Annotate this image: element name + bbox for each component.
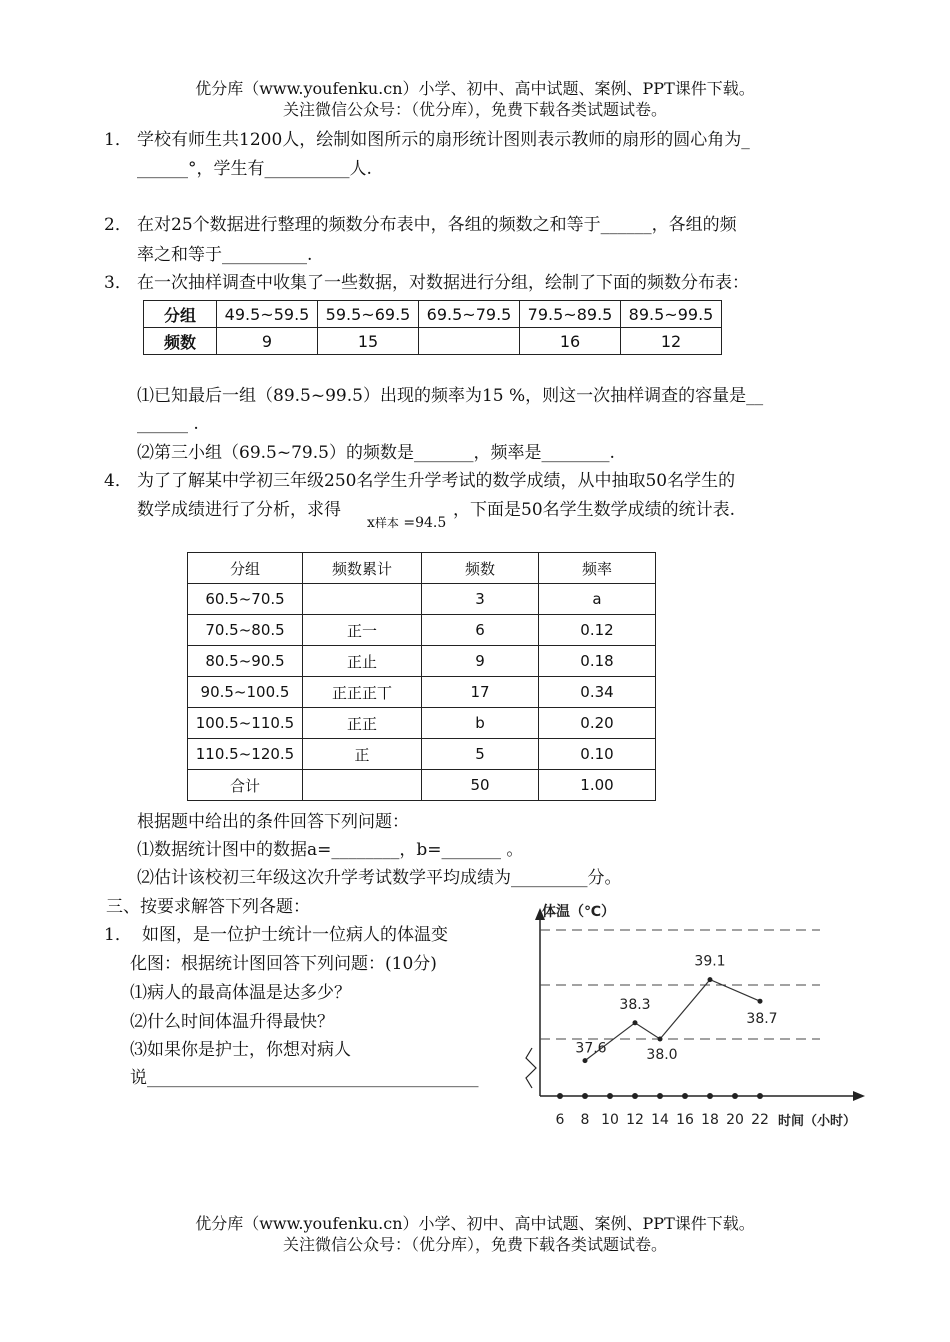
question-4-part-1: ⑴数据统计图中的数据a=________，b=_______ 。 <box>137 840 524 860</box>
table-cell: 0.20 <box>539 708 656 739</box>
question-3-part-1: ⑴已知最后一组（89.5~99.5）出现的频率为15 %，则这一次抽样调查的容量是__ <box>137 386 764 406</box>
x-axis-label: 时间（小时） <box>778 1114 857 1129</box>
frequency-table-q3 <box>143 300 722 355</box>
x-tick-label: 20 <box>726 1112 744 1128</box>
table-cell: 正 <box>303 739 422 770</box>
table-row-head: 分组 <box>144 301 217 328</box>
table-header: 频数累计 <box>303 553 422 584</box>
section-3-part-1: ⑴病人的最高体温是达多少？ <box>130 983 351 1003</box>
x-tick-dot <box>757 1093 763 1099</box>
table-row <box>188 677 656 708</box>
statistics-table-q4 <box>187 552 656 801</box>
table-cell: 89.5~99.5 <box>621 301 722 328</box>
table-cell: 3 <box>422 584 539 615</box>
table-cell: 15 <box>318 328 419 355</box>
question-2-text: 在对25个数据进行整理的频数分布表中，各组的频数之和等于______，各组的频 <box>137 215 737 235</box>
section-3-question-1-text: 如图，是一位护士统计一位病人的体温变 <box>142 925 448 945</box>
table-cell <box>419 328 520 355</box>
x-tick-label: 16 <box>676 1112 694 1128</box>
section-3-part-3: ⑶如果你是护士，你想对病人 <box>130 1040 351 1060</box>
table-cell: 49.5~59.5 <box>217 301 318 328</box>
table-cell: 50 <box>422 770 539 801</box>
x-tick-dot <box>732 1093 738 1099</box>
data-label: 37.6 <box>575 1040 607 1057</box>
question-4-text: 为了了解某中学初三年级250名学生升学考试的数学成绩，从中抽取50名学生的 <box>137 471 736 491</box>
x-tick-label: 18 <box>701 1112 719 1128</box>
table-cell: 5 <box>422 739 539 770</box>
question-4-text-lead: 数学成绩进行了分析，求得 <box>137 500 341 520</box>
x-tick-dot <box>657 1093 663 1099</box>
table-cell: 90.5~100.5 <box>188 677 303 708</box>
table-header: 频数 <box>422 553 539 584</box>
question-4-text-tail: ，下面是50名学生数学成绩的统计表. <box>453 500 736 520</box>
data-label: 38.7 <box>746 1011 778 1028</box>
table-cell <box>303 770 422 801</box>
formula-variable: x <box>367 515 375 531</box>
table-cell: 9 <box>217 328 318 355</box>
data-point <box>583 1058 588 1063</box>
data-point <box>708 977 713 982</box>
table-header: 频率 <box>539 553 656 584</box>
x-tick-label: 14 <box>651 1112 669 1128</box>
section-3-title: 三、按要求解答下列各题： <box>106 897 310 917</box>
x-tick-label: 22 <box>751 1112 769 1128</box>
table-cell: 79.5~89.5 <box>520 301 621 328</box>
table-cell: 80.5~90.5 <box>188 646 303 677</box>
table-cell: 110.5~120.5 <box>188 739 303 770</box>
table-cell: 70.5~80.5 <box>188 615 303 646</box>
table-row-head: 频数 <box>144 328 217 355</box>
question-2-text-cont: 率之和等于__________. <box>137 245 313 265</box>
table-cell: 12 <box>621 328 722 355</box>
table-cell: 0.10 <box>539 739 656 770</box>
x-tick-dot <box>682 1093 688 1099</box>
table-cell: 0.18 <box>539 646 656 677</box>
table-row <box>188 739 656 770</box>
x-tick-dot <box>607 1093 613 1099</box>
question-3-part-1-cont: ______ . <box>137 414 199 434</box>
y-axis-label: 体温（℃） <box>542 904 615 920</box>
sample-mean-formula <box>367 511 446 535</box>
formula-value: =94.5 <box>403 515 447 531</box>
x-tick-label: 12 <box>626 1112 644 1128</box>
table-cell: 0.34 <box>539 677 656 708</box>
table-cell: 16 <box>520 328 621 355</box>
data-point <box>758 999 763 1004</box>
table-cell: 100.5~110.5 <box>188 708 303 739</box>
question-4-part-2: ⑵估计该校初三年级这次升学考试数学平均成绩为_________分。 <box>137 868 622 888</box>
data-point <box>658 1037 663 1042</box>
data-label: 38.3 <box>619 996 651 1013</box>
table-row <box>188 615 656 646</box>
question-3-part-2: ⑵第三小组（69.5~79.5）的频数是_______，频率是________. <box>137 443 615 463</box>
data-label: 38.0 <box>646 1047 678 1063</box>
question-4-number: 4． <box>104 471 132 491</box>
table-cell: 正一 <box>303 615 422 646</box>
data-label: 39.1 <box>694 953 726 970</box>
table-cell: 0.12 <box>539 615 656 646</box>
temperature-line-chart <box>520 898 870 1138</box>
table-cell: 9 <box>422 646 539 677</box>
question-1-text-cont: ______°，学生有__________人. <box>137 159 372 179</box>
question-3-text: 在一次抽样调查中收集了一些数据，对数据进行分组，绘制了下面的频数分布表： <box>137 273 749 293</box>
table-cell <box>303 584 422 615</box>
table-cell: 59.5~69.5 <box>318 301 419 328</box>
formula-subscript: 样本 <box>374 516 399 530</box>
page-header-line1: 优分库（www.youfenku.cn）小学、初中、高中试题、案例、PPT课件下载。 <box>195 79 755 98</box>
x-tick-label: 6 <box>555 1112 565 1128</box>
table-cell: 正正 <box>303 708 422 739</box>
page-header-line2: 关注微信公众号：（优分库），免费下载各类试题试卷。 <box>282 100 667 119</box>
x-tick-dot <box>582 1093 588 1099</box>
question-2-number: 2． <box>104 215 132 235</box>
table-cell: 合计 <box>188 770 303 801</box>
axis-break <box>526 1048 536 1088</box>
data-point <box>633 1020 638 1025</box>
table-row <box>188 646 656 677</box>
page-footer-line2: 关注微信公众号：（优分库），免费下载各类试题试卷。 <box>282 1235 667 1254</box>
table-cell: 正正正丅 <box>303 677 422 708</box>
table-cell: 1.00 <box>539 770 656 801</box>
x-tick-label: 10 <box>601 1112 619 1128</box>
section-3-question-1-number: 1． <box>104 925 132 945</box>
page-footer-line1: 优分库（www.youfenku.cn）小学、初中、高中试题、案例、PPT课件下载。 <box>195 1214 755 1233</box>
table-cell: a <box>539 584 656 615</box>
x-axis-arrow <box>853 1091 865 1101</box>
table-cell: 6 <box>422 615 539 646</box>
x-tick-dot <box>632 1093 638 1099</box>
section-3-question-1-text-cont: 化图：根据统计图回答下列问题：(10分) <box>130 954 437 974</box>
table-row <box>188 770 656 801</box>
x-tick-dot <box>707 1093 713 1099</box>
section-3-part-3-cont: 说_______________________________________ <box>130 1068 479 1088</box>
section-3-part-2: ⑵什么时间体温升得最快？ <box>130 1012 334 1032</box>
question-3-number: 3． <box>104 273 132 293</box>
table-cell: 69.5~79.5 <box>419 301 520 328</box>
x-tick-dot <box>557 1093 563 1099</box>
x-tick-label: 8 <box>580 1112 590 1128</box>
table-cell: 正止 <box>303 646 422 677</box>
table-cell: 60.5~70.5 <box>188 584 303 615</box>
table-header: 分组 <box>188 553 303 584</box>
table-row <box>188 708 656 739</box>
question-1-number: 1． <box>104 130 132 150</box>
question-1-text: 学校有师生共1200人，绘制如图所示的扇形统计图则表示教师的扇形的圆心角为_ <box>137 130 750 150</box>
table-row <box>188 584 656 615</box>
table-cell: b <box>422 708 539 739</box>
table-cell: 17 <box>422 677 539 708</box>
question-4-intro: 根据题中给出的条件回答下列问题： <box>137 812 409 832</box>
